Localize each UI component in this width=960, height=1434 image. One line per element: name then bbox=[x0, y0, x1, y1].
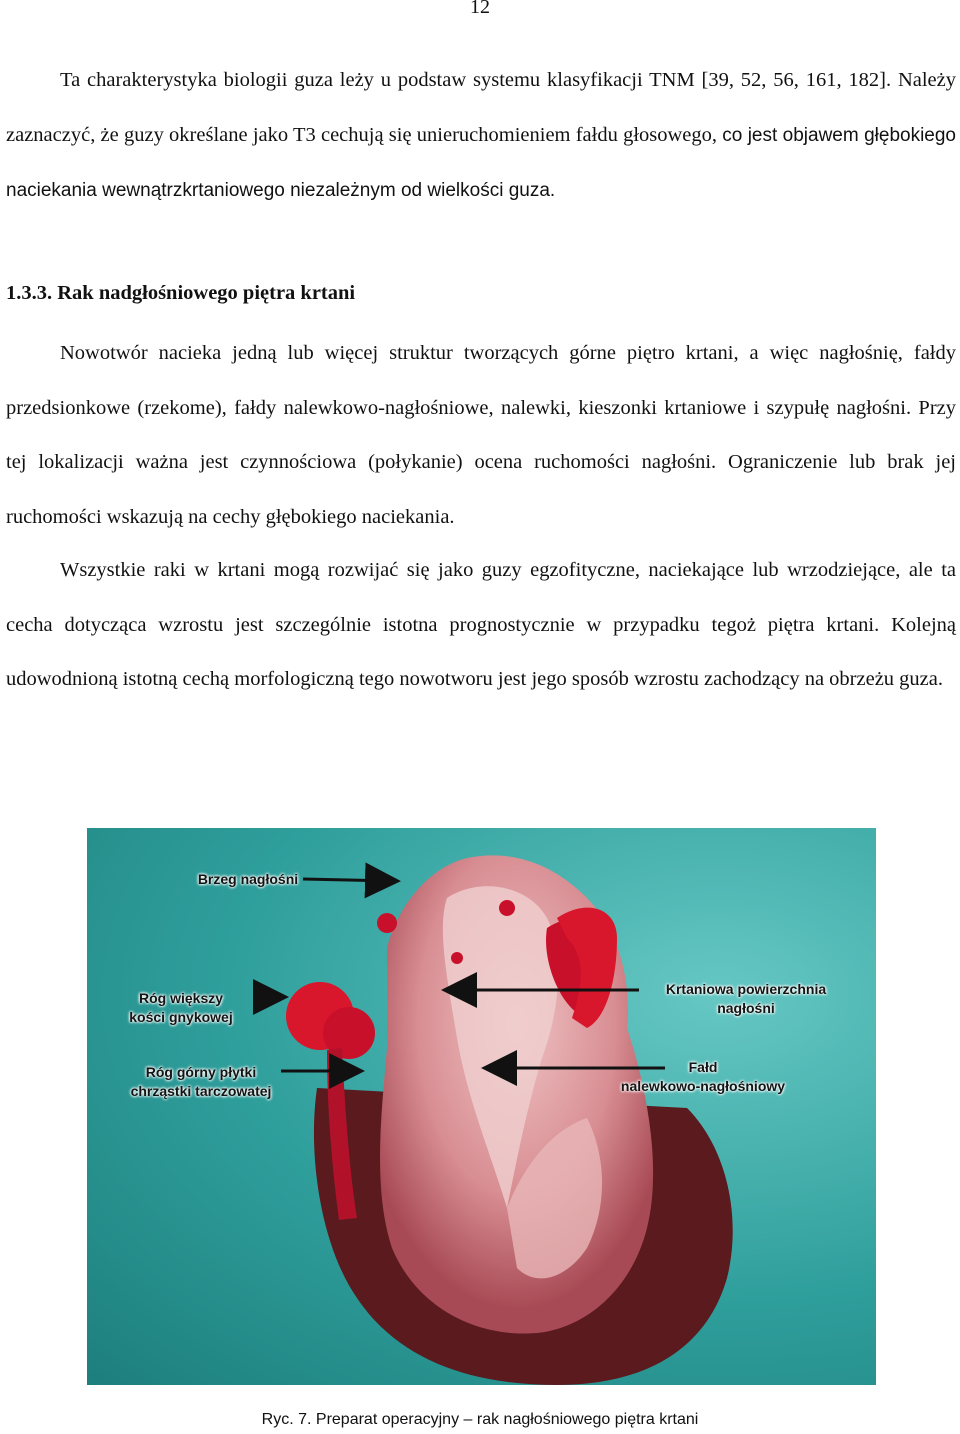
label-text: Fałd bbox=[688, 1059, 718, 1075]
label-text: Róg większy bbox=[138, 990, 224, 1006]
label-text: Krtaniowa powierzchnia bbox=[665, 981, 827, 997]
label-text: Brzeg nagłośni bbox=[197, 871, 299, 887]
label-text: Róg górny płytki bbox=[145, 1064, 257, 1080]
label-text: nalewkowo-nagłośniowy bbox=[620, 1078, 786, 1094]
arrow-brzeg bbox=[303, 879, 395, 881]
figure-caption: Ryc. 7. Preparat operacyjny – rak nagłośniowego piętra krtani bbox=[261, 1411, 699, 1428]
label-text: nagłośni bbox=[717, 1000, 775, 1016]
label-brzeg-naglosni bbox=[186, 870, 310, 889]
paragraph-tnm bbox=[6, 53, 956, 219]
page-number: 12 bbox=[470, 0, 490, 18]
label-fald bbox=[603, 1058, 803, 1096]
spot bbox=[451, 952, 463, 964]
section-heading: 1.3.3. Rak nadgłośniowego piętra krtani bbox=[6, 282, 356, 304]
paragraph-tnm-text: Ta charakterystyka biologii guza leży u podstaw systemu klasyfikacji TNM [39, 52, 56, 161, 182]. Należy zaznaczyć, że guzy określane jako T3 cechują się unieruchomieniem fałdu głosowego, bbox=[6, 69, 956, 146]
spot bbox=[377, 913, 397, 933]
spot bbox=[499, 900, 515, 916]
label-krtaniowa-powierzchnia bbox=[643, 980, 849, 1018]
paragraph-tnm-tail: co jest objawem głębokiego naciekania wewnątrzkrtaniowego niezależnym od wielkości guza. bbox=[6, 124, 956, 202]
paragraph-growth-text: Wszystkie raki w krtani mogą rozwijać się jako guzy egzofityczne, naciekające lub wrzodziejące, ale ta cecha dotycząca wzrostu jest szczególnie istotna prognostycznie w przypadku tegoż piętra krtani. Kolejną udowodnioną istotną cechą morfologiczną tego nowotworu jest jego sposób wzrostu zachodzący na obrzeżu guza. bbox=[6, 559, 956, 691]
label-rog-gorny bbox=[117, 1063, 285, 1101]
specimen-photo bbox=[87, 828, 876, 1385]
paragraph-description-text: Nowotwór nacieka jedną lub więcej struktur tworzących górne piętro krtani, a więc nagłośnię, fałdy przedsionkowe (rzekome), fałdy nalewkowo-nagłośniowe, nalewki, kieszonki krtaniowe i szypułę nagłośni. Przy tej lokalizacji ważna jest czynnościowa (połykanie) ocena ruchomości nagłośni. Ograniczenie lub brak jej ruchomości wskazują na cechy głębokiego naciekania. bbox=[6, 342, 956, 528]
label-rog-wiekszy bbox=[117, 989, 245, 1027]
paragraph-growth bbox=[6, 543, 956, 707]
specimen-illustration bbox=[87, 828, 876, 1385]
label-text: kości gnykowej bbox=[129, 1009, 233, 1025]
paragraph-description bbox=[6, 326, 956, 544]
label-text: chrząstki tarczowatej bbox=[130, 1083, 272, 1099]
